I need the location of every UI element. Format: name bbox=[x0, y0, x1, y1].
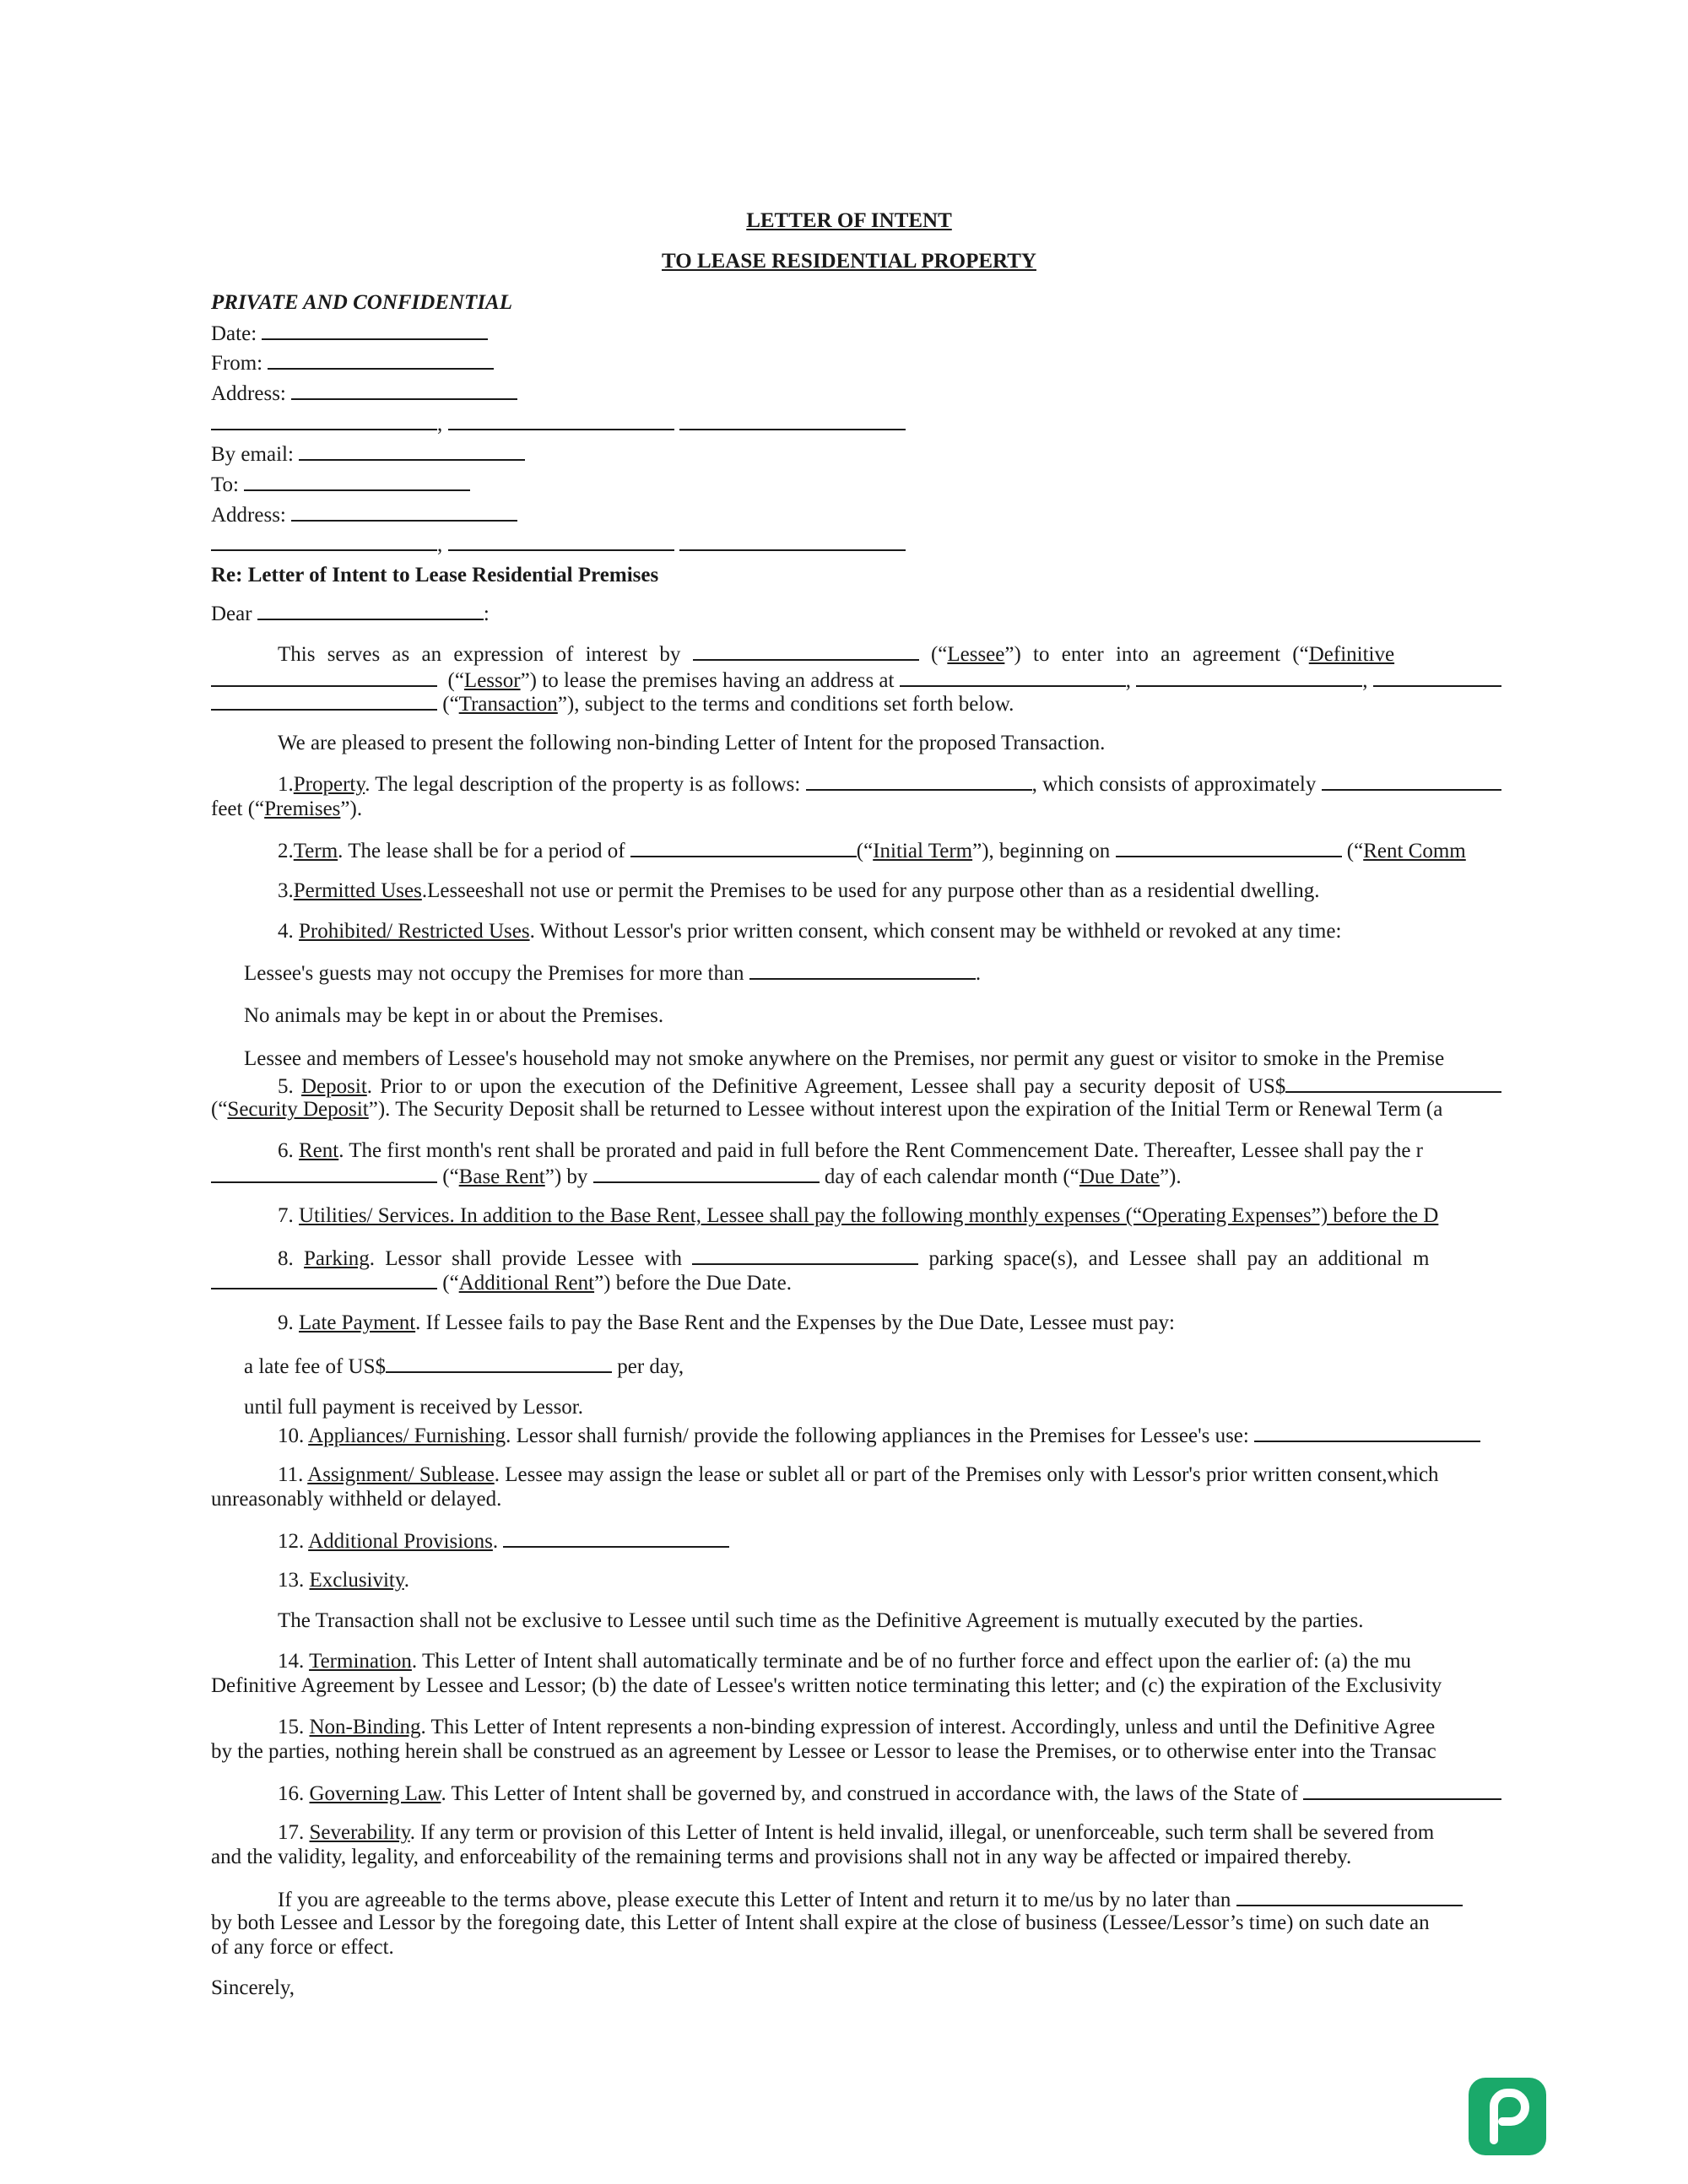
city2-blank[interactable] bbox=[211, 531, 437, 551]
state-blank[interactable] bbox=[448, 410, 674, 430]
letter-p-logo-icon bbox=[1469, 2078, 1546, 2155]
section-13-body: The Transaction shall not be exclusive to Lessee until such time as the Definitive Agreement is mutually executed by the parties. bbox=[278, 1609, 1364, 1632]
closing-line-3: of any force or effect. bbox=[211, 1936, 394, 1959]
re-line: Re: Letter of Intent to Lease Residential Premises bbox=[211, 564, 659, 587]
section-3: 3.Permitted Uses.Lesseeshall not use or permit the Premises to be used for any purpose other than as a residential dwelling. bbox=[278, 879, 1320, 902]
section-16: 16. Governing Law. This Letter of Intent shall be governed by, and construed in accordance with, the laws of the State of bbox=[278, 1780, 1501, 1807]
zip2-blank[interactable] bbox=[679, 531, 906, 551]
section-11-line-1: 11. Assignment/ Sublease. Lessee may assign the lease or sublet all or part of the Premises only with Lessor's prior written consent,which bbox=[278, 1463, 1439, 1486]
intro-line-1: This serves as an expression of interest by (“Lessee”) to enter into an agreement (“Definitive bbox=[278, 641, 1501, 668]
section-6-line-1: 6. Rent. The first month's rent shall be prorated and paid in full before the Rent Commencement Date. Thereafter, Lessee shall pay the r bbox=[278, 1139, 1424, 1162]
section-1-line-2: feet (“Premises”). bbox=[211, 797, 363, 820]
base-rent-blank[interactable] bbox=[211, 1163, 437, 1183]
section-7: 7. Utilities/ Services. In addition to the Base Rent, Lessee shall pay the following monthly expenses (“Operating Expenses”) before the D bbox=[278, 1204, 1439, 1227]
address-field: Address: bbox=[211, 380, 517, 407]
term-start-blank[interactable] bbox=[1116, 837, 1342, 857]
section-17-line-1: 17. Severability. If any term or provision of this Letter of Intent is held invalid, illegal, or unenforceable, such term shall be severed from bbox=[278, 1821, 1435, 1844]
city-blank[interactable] bbox=[211, 410, 437, 430]
section-4: 4. Prohibited/ Restricted Uses. Without Lessor's prior written consent, which consent may be withheld or revoked at any time: bbox=[278, 920, 1342, 943]
section-4-item-b: No animals may be kept in or about the Premises. bbox=[244, 1004, 664, 1027]
lessee-name-blank[interactable] bbox=[693, 641, 919, 661]
section-17-line-2: and the validity, legality, and enforceability of the remaining terms and provisions shall not in any way be affected or impaired thereby. bbox=[211, 1846, 1352, 1868]
section-14-line-2: Definitive Agreement by Lessee and Lessor; (b) the date of Lessee's written notice terminating this letter; and (c) the expiration of the Exclusivity bbox=[211, 1674, 1442, 1697]
section-5-line-2: (“Security Deposit”). The Security Deposit shall be returned to Lessee without interest upon the expiration of the Initial Term or Renewal Term (a bbox=[211, 1098, 1443, 1121]
guest-duration-blank[interactable] bbox=[749, 960, 976, 980]
from-field: From: bbox=[211, 349, 494, 376]
to-field: To: bbox=[211, 471, 470, 498]
section-12: 12. Additional Provisions. bbox=[278, 1527, 729, 1554]
parking-spaces-blank[interactable] bbox=[692, 1245, 918, 1265]
from-blank[interactable] bbox=[268, 349, 494, 370]
section-11-line-2: unreasonably withheld or delayed. bbox=[211, 1488, 502, 1511]
section-9-item-b: until full payment is received by Lessor. bbox=[244, 1396, 583, 1419]
section-4-item-a: Lessee's guests may not occupy the Premises for more than . bbox=[244, 960, 981, 987]
premises-zip-blank[interactable] bbox=[211, 690, 437, 711]
appliances-blank[interactable] bbox=[1254, 1422, 1480, 1442]
closing-line-2: by both Lessee and Lessor by the foregoing date, this Letter of Intent shall expire at the close of business (Lessee/Lessor’s time) on such date an bbox=[211, 1911, 1430, 1934]
confidential-label: PRIVATE AND CONFIDENTIAL bbox=[211, 291, 513, 314]
state2-blank[interactable] bbox=[448, 531, 674, 551]
premises-address-blank[interactable] bbox=[900, 667, 1126, 687]
salutation: Dear : bbox=[211, 600, 490, 627]
intro-line-3: (“Transaction”), subject to the terms and conditions set forth below. bbox=[211, 690, 1014, 717]
premises-state-blank[interactable] bbox=[1373, 667, 1501, 687]
section-8-line-2: (“Additional Rent”) before the Due Date. bbox=[211, 1269, 792, 1296]
section-8-line-1: 8. Parking. Lessor shall provide Lessee with parking space(s), and Lessee shall pay an additional m bbox=[278, 1245, 1429, 1272]
date-blank[interactable] bbox=[262, 320, 488, 340]
section-1-line-1: 1.Property. The legal description of the property is as follows: , which consists of approximately bbox=[278, 770, 1501, 797]
governing-state-blank[interactable] bbox=[1303, 1780, 1501, 1800]
section-10: 10. Appliances/ Furnishing. Lessor shall furnish/ provide the following appliances in the Premises for Lessee's use: bbox=[278, 1422, 1480, 1449]
sincerely: Sincerely, bbox=[211, 1976, 295, 1999]
square-feet-blank[interactable] bbox=[1322, 770, 1501, 791]
address2-field: Address: bbox=[211, 501, 517, 528]
late-fee-blank[interactable] bbox=[386, 1353, 612, 1373]
email-field: By email: bbox=[211, 441, 525, 468]
title-line-1: LETTER OF INTENT bbox=[746, 209, 952, 232]
email-blank[interactable] bbox=[299, 441, 525, 461]
section-9: 9. Late Payment. If Lessee fails to pay the Base Rent and the Expenses by the Due Date, Lessee must pay: bbox=[278, 1311, 1175, 1334]
return-by-date-blank[interactable] bbox=[1236, 1886, 1463, 1906]
address-blank[interactable] bbox=[291, 380, 517, 400]
section-6-line-2: (“Base Rent”) by day of each calendar month (“Due Date”). bbox=[211, 1163, 1182, 1190]
section-5-line-1: 5. Deposit. Prior to or upon the execution of the Definitive Agreement, Lessee shall pay a security deposit of US$ bbox=[278, 1073, 1501, 1100]
section-14-line-1: 14. Termination. This Letter of Intent shall automatically terminate and be of no further force and effect upon the earlier of: (a) the mu bbox=[278, 1650, 1411, 1673]
premises-city-blank[interactable] bbox=[1136, 667, 1362, 687]
additional-rent-blank[interactable] bbox=[211, 1269, 437, 1289]
deposit-amount-blank[interactable] bbox=[1285, 1073, 1501, 1093]
to-blank[interactable] bbox=[244, 471, 470, 491]
section-9-item-a: a late fee of US$ per day, bbox=[244, 1353, 684, 1380]
lessor-name-blank[interactable] bbox=[211, 667, 437, 687]
date-field: Date: bbox=[211, 320, 488, 347]
term-period-blank[interactable] bbox=[630, 837, 857, 857]
section-13: 13. Exclusivity. bbox=[278, 1569, 410, 1592]
zip-blank[interactable] bbox=[679, 410, 906, 430]
additional-provisions-blank[interactable] bbox=[503, 1527, 729, 1548]
closing-line-1: If you are agreeable to the terms above, please execute this Letter of Intent and return it to me/us by no later than bbox=[278, 1886, 1463, 1913]
due-day-blank[interactable] bbox=[593, 1163, 820, 1183]
section-2: 2.Term. The lease shall be for a period of (“Initial Term”), beginning on (“Rent Comm bbox=[278, 837, 1466, 864]
address-line-2: , bbox=[211, 410, 906, 437]
pleased-paragraph: We are pleased to present the following non-binding Letter of Intent for the proposed Transaction. bbox=[278, 732, 1106, 754]
address2-line-2: , bbox=[211, 531, 906, 558]
dear-blank[interactable] bbox=[257, 600, 484, 620]
section-15-line-1: 15. Non-Binding. This Letter of Intent represents a non-binding expression of interest. Accordingly, unless and until the Definitive Agree bbox=[278, 1716, 1436, 1738]
address2-blank[interactable] bbox=[291, 501, 517, 522]
section-4-item-c: Lessee and members of Lessee's household may not smoke anywhere on the Premises, nor permit any guest or visitor to smoke in the Premise bbox=[244, 1047, 1445, 1070]
intro-line-2: (“Lessor”) to lease the premises having an address at , , bbox=[211, 667, 1501, 694]
legal-description-blank[interactable] bbox=[806, 770, 1032, 791]
title-line-2: TO LEASE RESIDENTIAL PROPERTY bbox=[662, 250, 1036, 273]
section-15-line-2: by the parties, nothing herein shall be construed as an agreement by Lessee or Lessor to lease the Premises, or to otherwise enter into the Transac bbox=[211, 1740, 1436, 1763]
